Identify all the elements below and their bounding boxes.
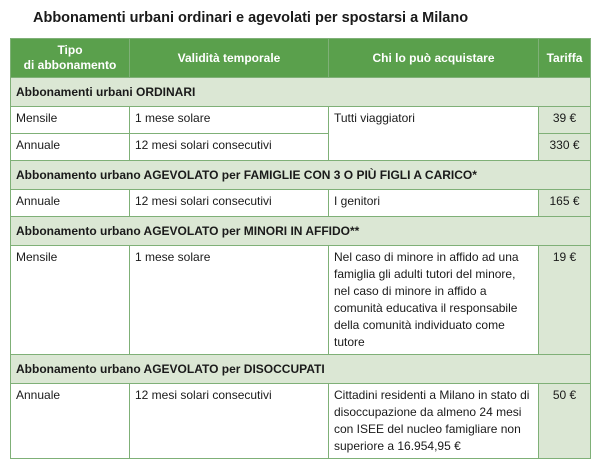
page-title: Abbonamenti urbani ordinari e agevolati per spostarsi a Milano	[33, 10, 469, 26]
section-row-famiglie	[11, 161, 591, 190]
cell-fare: 165 €	[539, 190, 591, 217]
section-title: Abbonamento urbano AGEVOLATO per DISOCCUPATI	[11, 355, 591, 384]
section-title: Abbonamento urbano AGEVOLATO per MINORI IN AFFIDO**	[11, 217, 591, 246]
cell-type: Mensile	[11, 107, 130, 134]
cell-validity: 12 mesi solari consecutivi	[130, 134, 329, 161]
cell-buyer: Cittadini residenti a Milano in stato di disoccupazione da almeno 24 mesi con ISEE del nucleo famigliare non superiore a 16.954,95 €	[329, 384, 539, 459]
section-title: Abbonamento urbano AGEVOLATO per FAMIGLIE CON 3 O PIÙ FIGLI A CARICO*	[11, 161, 591, 190]
header-type-line1: Tipo	[57, 43, 83, 57]
header-type	[11, 39, 130, 78]
table-row	[11, 384, 591, 459]
table-row	[11, 190, 591, 217]
header-type-line2: di abbonamento	[23, 58, 117, 72]
cell-validity: 1 mese solare	[130, 246, 329, 355]
cell-fare: 50 €	[539, 384, 591, 459]
cell-buyer: I genitori	[329, 190, 539, 217]
cell-fare: 19 €	[539, 246, 591, 355]
fares-table	[10, 38, 591, 459]
cell-validity: 12 mesi solari consecutivi	[130, 190, 329, 217]
cell-fare: 330 €	[539, 134, 591, 161]
section-row-ordinari	[11, 78, 591, 107]
table-row	[11, 107, 591, 134]
section-title: Abbonamenti urbani ORDINARI	[11, 78, 591, 107]
cell-fare: 39 €	[539, 107, 591, 134]
cell-validity: 1 mese solare	[130, 107, 329, 134]
table-header-row	[11, 39, 591, 78]
cell-validity: 12 mesi solari consecutivi	[130, 384, 329, 459]
section-row-minori	[11, 217, 591, 246]
cell-type: Mensile	[11, 246, 130, 355]
cell-buyer: Nel caso di minore in affido ad una famiglia gli adulti tutori del minore, nel caso di minore in affido a comunità educativa il responsabile della comunità individuato come tutore	[329, 246, 539, 355]
header-buyer: Chi lo può acquistare	[329, 39, 539, 78]
cell-type: Annuale	[11, 190, 130, 217]
cell-type: Annuale	[11, 384, 130, 459]
table-row	[11, 246, 591, 355]
header-fare: Tariffa	[539, 39, 591, 78]
cell-type: Annuale	[11, 134, 130, 161]
section-row-disoccupati	[11, 355, 591, 384]
cell-buyer: Tutti viaggiatori	[329, 107, 539, 161]
header-validity: Validità temporale	[130, 39, 329, 78]
